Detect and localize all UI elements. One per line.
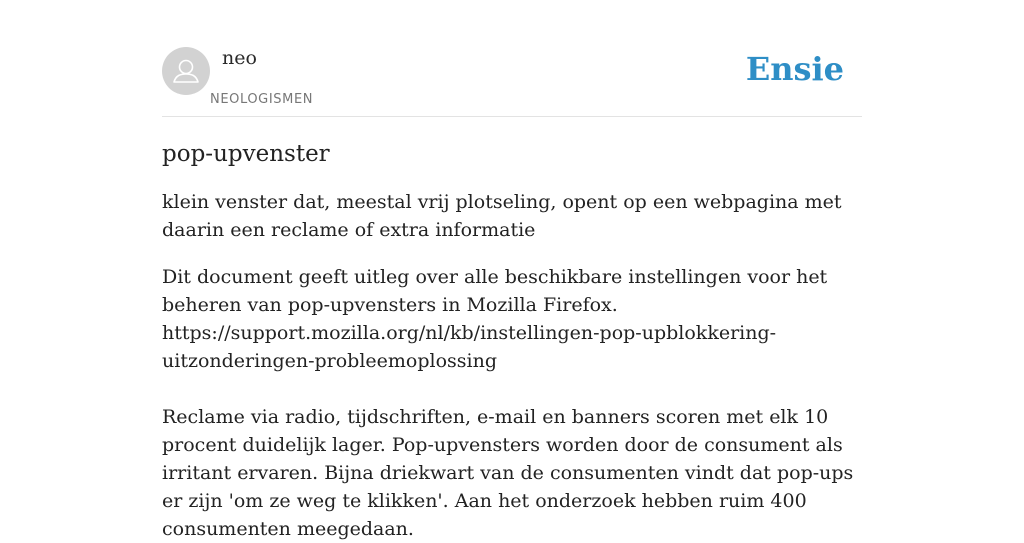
user-icon — [162, 47, 210, 95]
entry-term: pop-upvenster — [162, 141, 330, 167]
entry-example: Dit document geeft uitleg over alle beschikbare instellingen voor het beheren van pop-upvensters in Mozilla Firefox. https://support.mozilla.org/nl/kb/instellingen-pop-upblokkering-uitzonderingen-probleemoplossing Reclame via radio, tijdschriften, e-mail en banners scoren met elk 10 procent duidelijk lager. Pop-upvensters worden door de consument als irritant ervaren. Bijna driekwart van de consumenten vindt dat pop-ups er zijn 'om ze weg te klikken'. Aan het onderzoek hebben ruim 400 consumenten meegedaan. — [162, 266, 854, 540]
ensie-logo[interactable]: Ensie — [745, 50, 844, 88]
author-avatar[interactable] — [162, 47, 210, 95]
collection-label[interactable]: NEOLOGISMEN — [210, 92, 314, 107]
entry-definition: klein venster dat, meestal vrij plotseling, opent op een webpagina met daarin een reclame of extra informatie — [162, 191, 842, 241]
author-name[interactable]: neo — [222, 47, 257, 69]
entry-header — [162, 46, 862, 117]
entry-content — [162, 136, 868, 543]
